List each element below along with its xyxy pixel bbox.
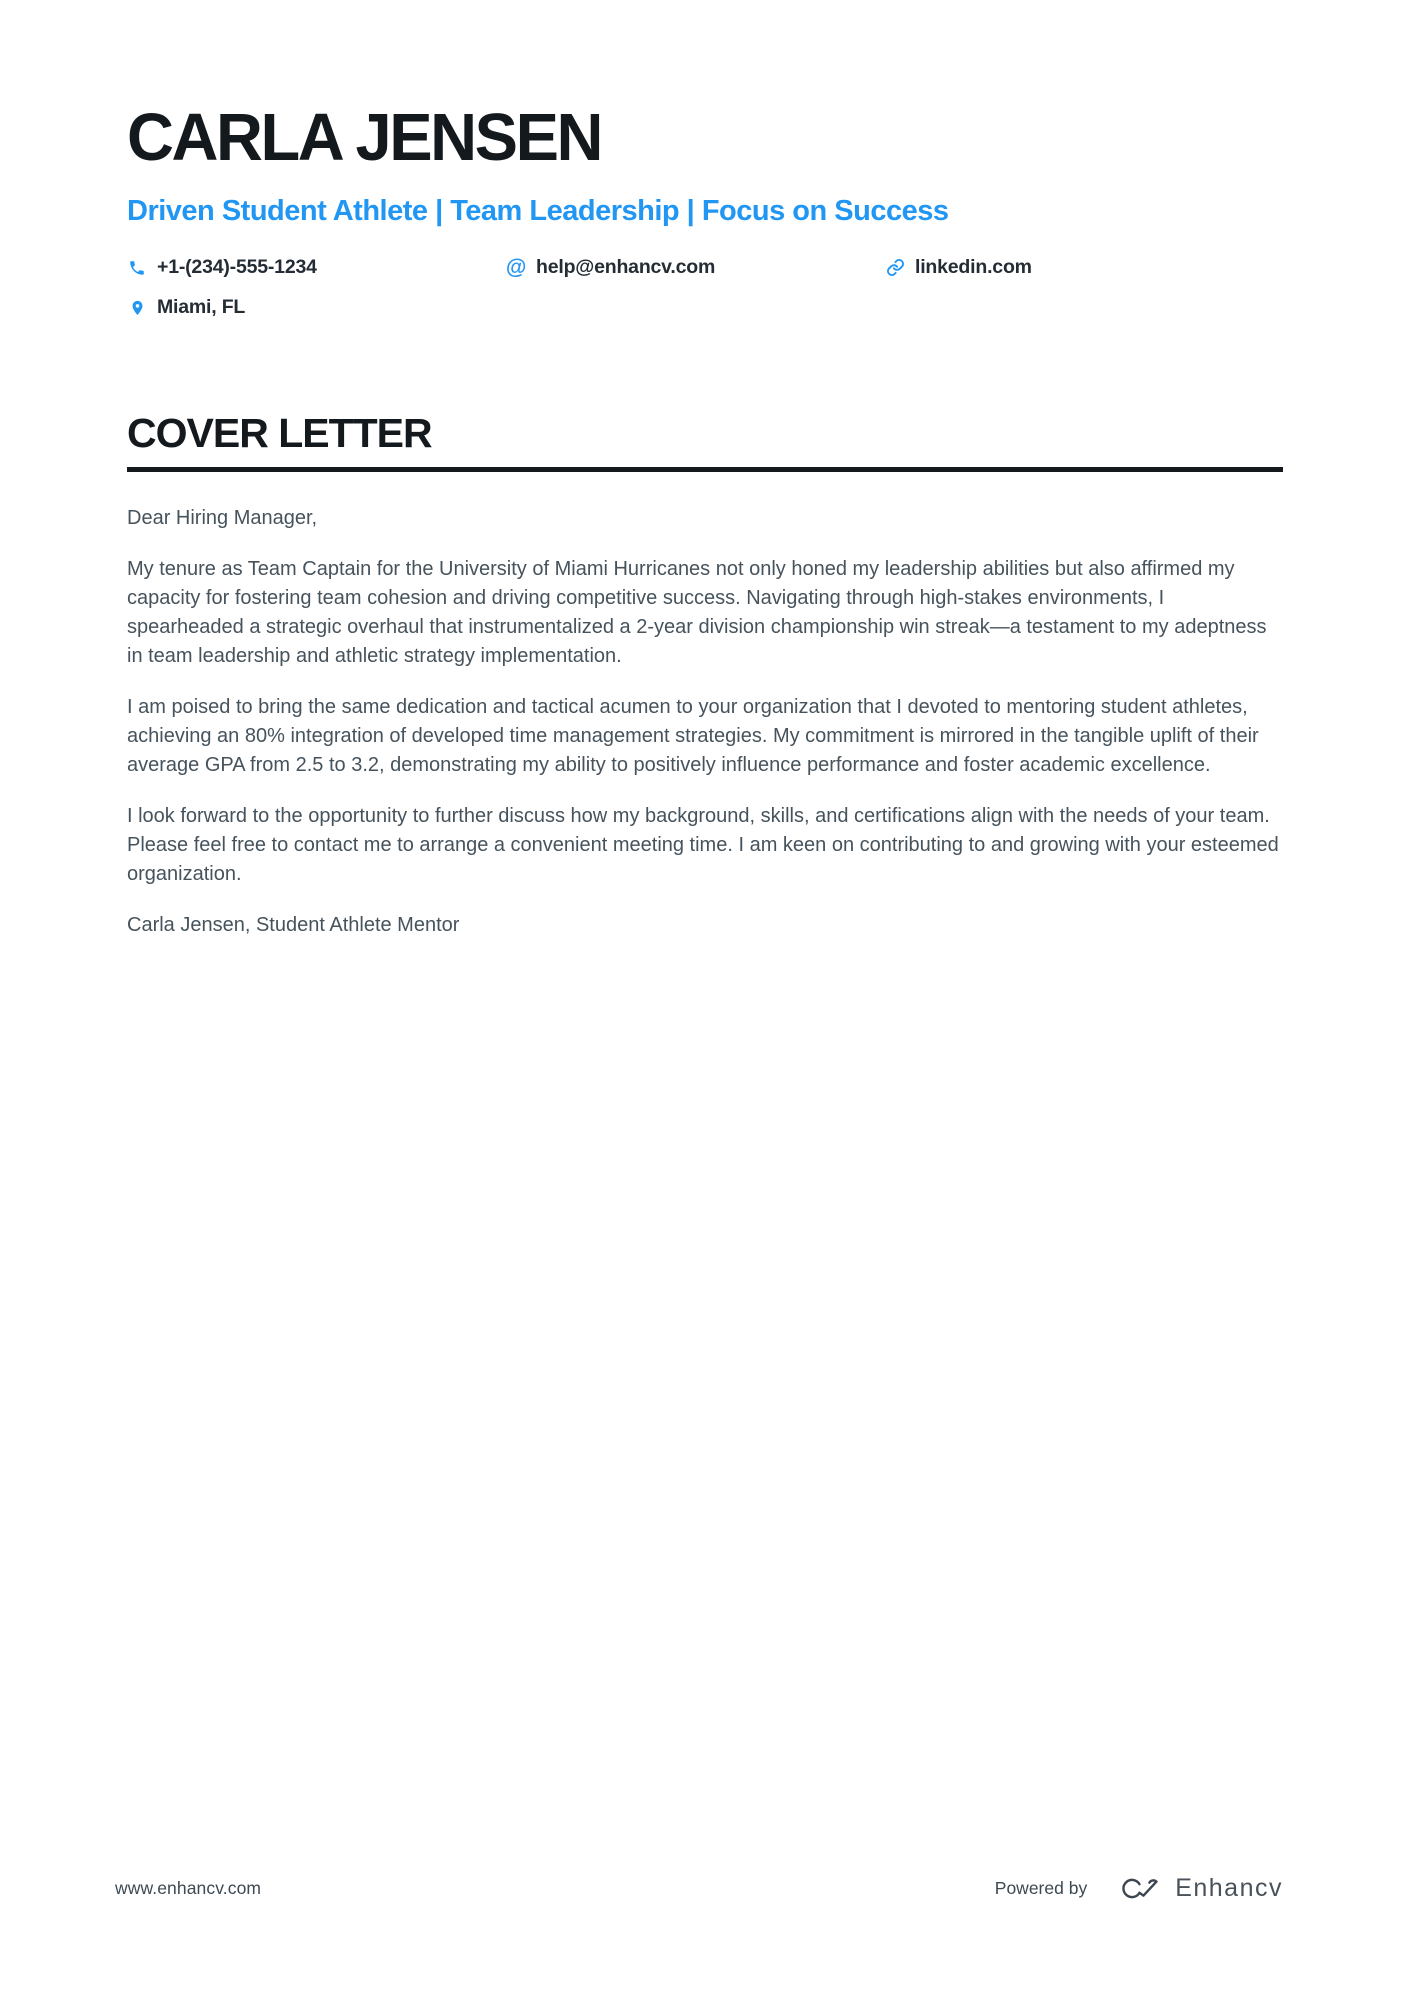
website-link[interactable]: www.enhancv.com	[115, 1878, 262, 1898]
linkedin-url: linkedin.com	[915, 256, 1032, 279]
powered-by-label: Powered by	[994, 1878, 1088, 1898]
letter-body	[127, 504, 1283, 940]
person-name: CARLA JENSEN	[127, 100, 602, 175]
phone-number: +1-(234)-555-1234	[157, 256, 317, 279]
salutation: Dear Hiring Manager,	[127, 507, 318, 530]
letter-paragraph: My tenure as Team Captain for the University of Miami Hurricanes not only honed my leadership abilities but also affirmed my capacity for fostering team cohesion and driving competitive success. Navigating through high-stakes environments, I spearheaded a strategic overhaul that instrumentalized a 2-year division championship win streak—a testament to my adeptness in team leadership and athletic strategy implementation.	[127, 558, 1267, 668]
phone-contact[interactable]	[127, 256, 506, 279]
email-contact[interactable]	[506, 256, 885, 279]
phone-icon	[127, 258, 147, 278]
brand-wordmark: Enhancv	[1175, 1874, 1283, 1902]
page-content	[0, 0, 1410, 940]
signature: Carla Jensen, Student Athlete Mentor	[127, 914, 460, 937]
at-icon: @	[505, 256, 527, 280]
header	[127, 100, 1283, 319]
location-contact	[127, 296, 506, 319]
letter-paragraph: I am poised to bring the same dedication and tactical acumen to your organization that I devoted to mentoring student athletes, achieving an 80% integration of developed time management strategies. My commitment is mirrored in the tangible uplift of their average GPA from 2.5 to 3.2, demonstrating my ability to positively influence performance and foster academic excellence.	[127, 696, 1259, 777]
letter-paragraph: I look forward to the opportunity to further discuss how my background, skills, and certifications align with the needs of your team. Please feel free to contact me to arrange a convenient meeting time. I am keen on contributing to and growing with your esteemed organization.	[127, 805, 1279, 886]
email-address: help@enhancv.com	[536, 256, 716, 279]
enhancv-logo-icon	[1113, 1877, 1161, 1900]
footer	[115, 1874, 1283, 1903]
cover-letter-section	[127, 410, 1283, 940]
linkedin-contact[interactable]	[885, 256, 1264, 279]
powered-by	[995, 1874, 1283, 1903]
link-icon	[885, 258, 905, 278]
contact-grid	[127, 256, 1283, 319]
location-text: Miami, FL	[157, 296, 246, 319]
section-title: COVER LETTER	[127, 413, 1283, 472]
headline: Driven Student Athlete | Team Leadership | Focus on Success	[127, 195, 949, 227]
location-pin-icon	[127, 298, 147, 318]
